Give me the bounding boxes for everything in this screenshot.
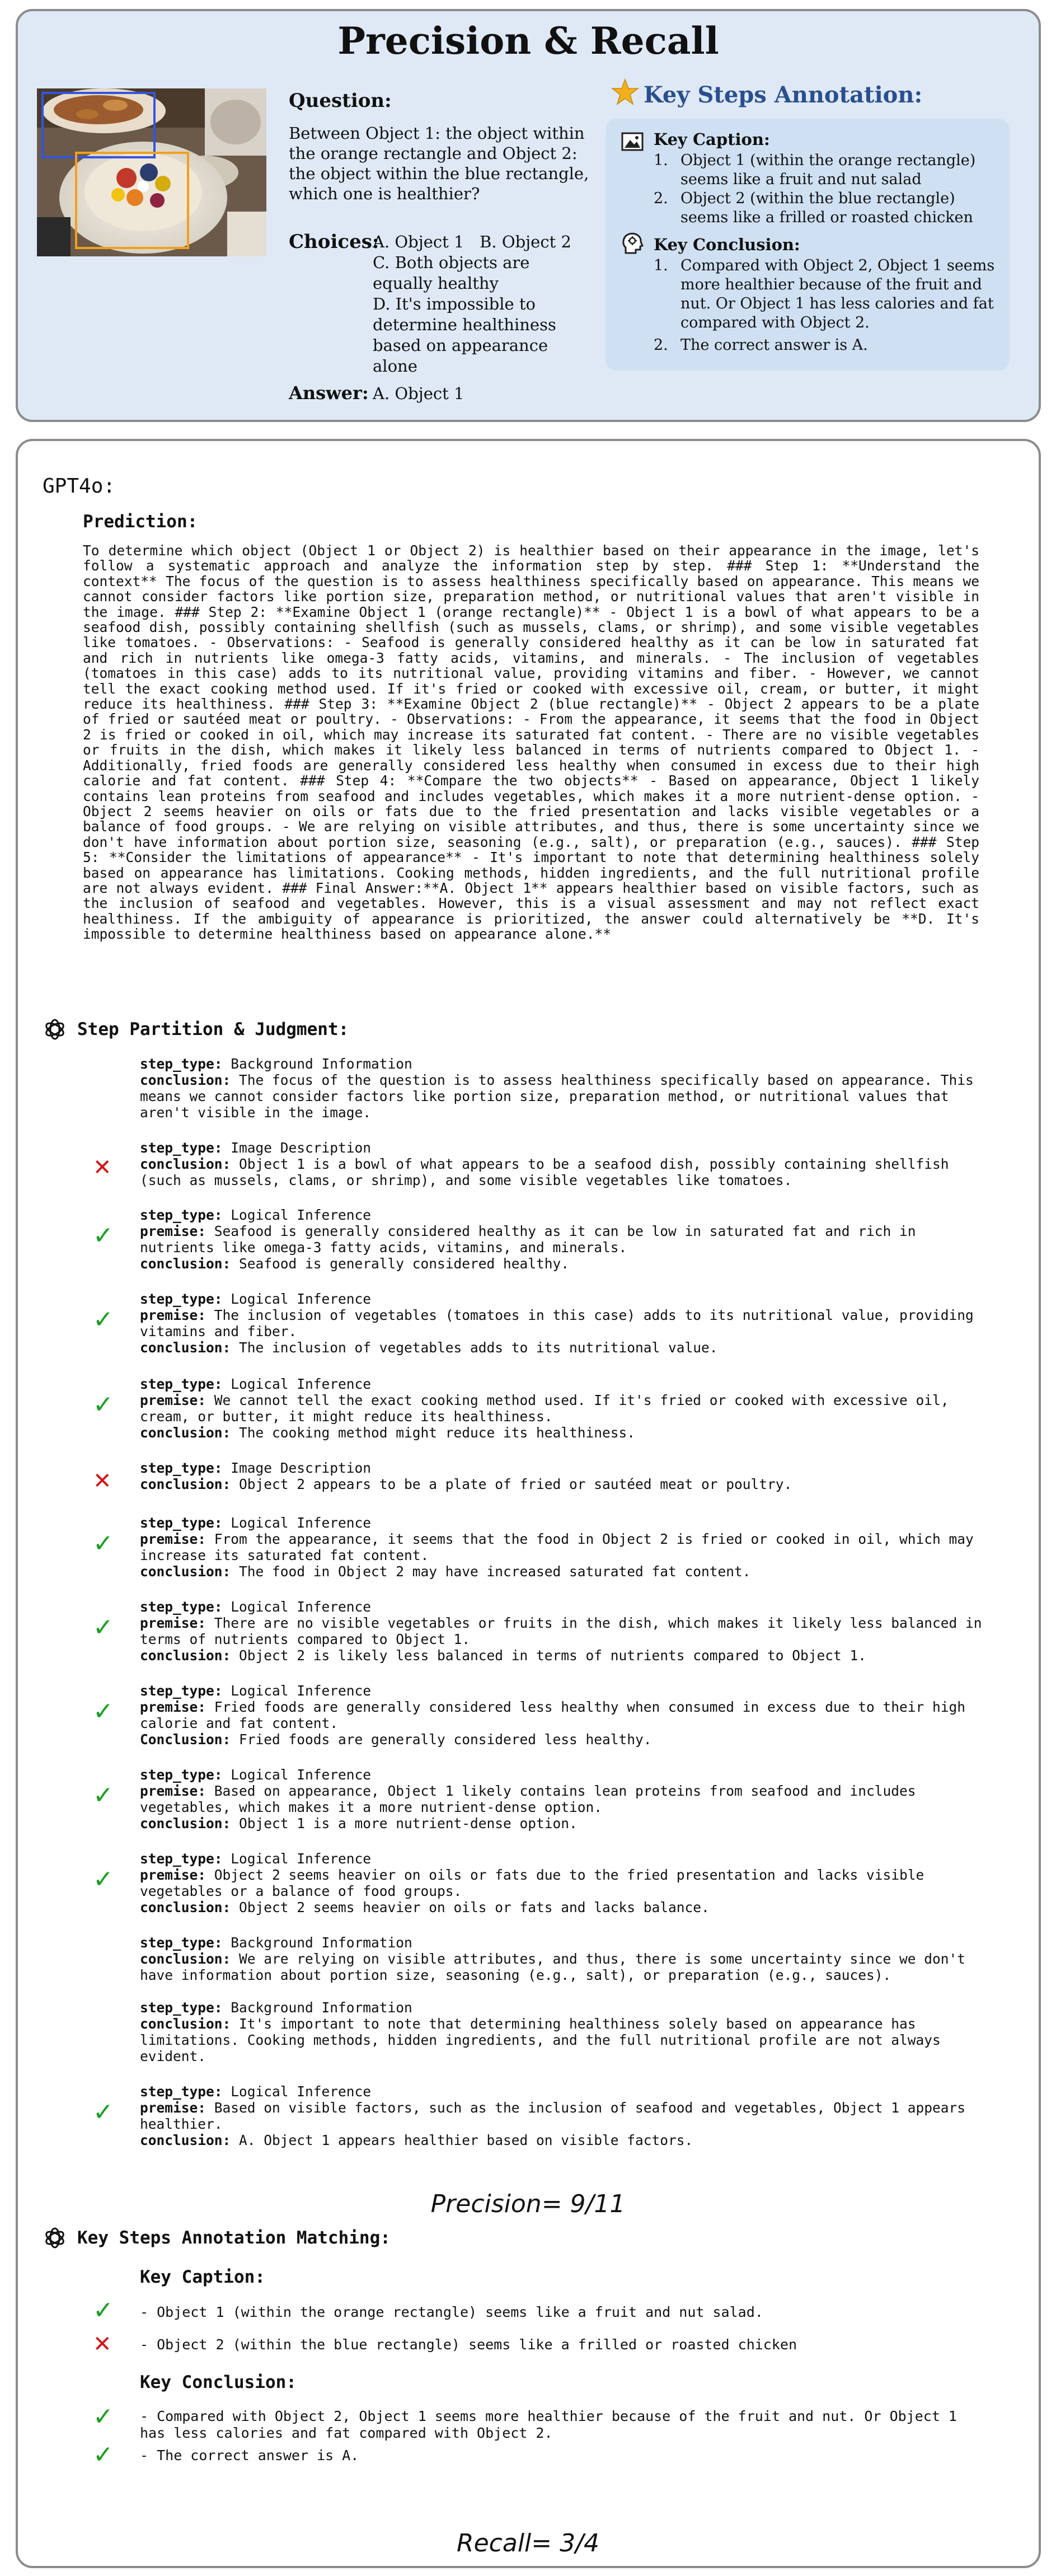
choice-c: C. Both objects are equally healthy (373, 253, 530, 293)
step-premise-value: The inclusion of vegetables (tomatoes in this case) adds to its nutritional value, providing vitamins and fiber. (140, 1307, 974, 1339)
step-item (140, 1683, 991, 1748)
matching-heading (43, 2226, 391, 2250)
step-premise (140, 1699, 991, 1731)
step-type-key: step_type: (140, 1056, 223, 1072)
step-premise-value: There are no visible vegetables or fruits in the dish, which makes it likely less balanced in terms of nutrients compared to Object 1. (140, 1615, 982, 1647)
answer-text: A. Object 1 (373, 384, 464, 403)
step-conclusion-value: Object 2 seems heavier on oils or fats and lacks balance. (239, 1899, 710, 1915)
step-type (140, 1140, 991, 1156)
annotation-title: Key Steps Annotation: (644, 82, 923, 108)
matching-conclusion-item: - The correct answer is A. (140, 2447, 359, 2463)
image-icon (621, 132, 644, 153)
step-conclusion-key: conclusion: (140, 2132, 231, 2148)
step-conclusion-key: conclusion: (140, 2016, 231, 2032)
step-type (140, 1207, 991, 1223)
step-type-key: step_type: (140, 1599, 223, 1615)
step-type-value: Image Description (231, 1140, 372, 1156)
choice-ab: A. Object 1 B. Object 2 (373, 232, 571, 251)
step-type-value: Logical Inference (231, 1376, 372, 1392)
step-conclusion (140, 2132, 991, 2148)
step-conclusion (140, 1731, 991, 1748)
step-conclusion (140, 1156, 991, 1188)
check-icon: ✓ (93, 1697, 114, 1726)
step-conclusion (140, 2016, 991, 2064)
check-icon: ✓ (93, 2402, 114, 2431)
step-conclusion-key: conclusion: (140, 1951, 231, 1967)
cross-icon: ✕ (93, 1155, 112, 1181)
step-type-key: step_type: (140, 1291, 223, 1307)
recall-score: Recall= 3/4 (457, 2529, 599, 2558)
choices-list (373, 232, 585, 377)
step-type-value: Image Description (231, 1460, 372, 1476)
step-conclusion (140, 1072, 991, 1121)
step-premise-key: premise: (140, 1307, 206, 1323)
answer-label: Answer: (289, 382, 369, 404)
step-premise (140, 1783, 991, 1815)
check-icon: ✓ (93, 1305, 114, 1334)
list-item: 2. The correct answer is A. (654, 336, 868, 354)
step-premise (140, 1531, 991, 1563)
check-icon: ✓ (93, 1865, 114, 1894)
step-conclusion-value: Object 1 is a bowl of what appears to be a seafood dish, possibly containing shellfish (such as mussels, clams, or shrimp), and some visible vegetables like tomatoes. (140, 1156, 949, 1188)
step-conclusion (140, 1256, 991, 1272)
step-conclusion-value: Object 1 is a more nutrient-dense option. (239, 1815, 578, 1832)
openai-logo-icon (43, 1017, 67, 1042)
matching-caption-item: - Object 2 (within the blue rectangle) seems like a frilled or roasted chicken (140, 2336, 797, 2353)
step-type (140, 2083, 991, 2100)
matching-title: Key Steps Annotation Matching: (77, 2228, 391, 2248)
step-conclusion (140, 1815, 991, 1832)
step-type-value: Logical Inference (231, 1599, 372, 1615)
step-type-value: Logical Inference (231, 1207, 372, 1223)
key-caption-list (654, 151, 995, 227)
step-conclusion-key: conclusion: (140, 1815, 231, 1832)
step-conclusion (140, 1563, 991, 1580)
head-thinking-icon (620, 231, 645, 257)
list-item: 1. Object 1 (within the orange rectangle) seems like a fruit and nut salad (654, 152, 976, 188)
step-conclusion (140, 1951, 991, 1983)
step-premise-value: Object 2 seems heavier on oils or fats due to the fried presentation and lacks visible vegetables or a balance of food groups. (140, 1867, 924, 1899)
step-type (140, 1851, 991, 1867)
list-item: 2. Object 2 (within the blue rectangle) seems like a frilled or roasted chicken (654, 190, 973, 226)
step-item (140, 1999, 991, 2064)
question-label: Question: (289, 90, 392, 112)
step-premise-key: premise: (140, 1531, 206, 1547)
step-conclusion-value: The food in Object 2 may have increased saturated fat content. (239, 1563, 751, 1580)
key-caption-label: Key Caption: (654, 130, 770, 149)
page-title: Precision & Recall (337, 19, 719, 63)
step-conclusion-key: conclusion: (140, 1899, 231, 1915)
matching-caption-label: Key Caption: (140, 2267, 265, 2287)
cross-icon: ✕ (93, 2331, 112, 2357)
step-type (140, 1460, 991, 1476)
step-type-value: Background Information (231, 1999, 412, 2016)
step-premise-value: We cannot tell the exact cooking method used. If it's fried or cooked with excessive oil, cream, or butter, it might reduce its healthiness. (140, 1392, 949, 1425)
step-item (140, 1140, 991, 1188)
check-icon: ✓ (93, 1390, 114, 1419)
star-icon (611, 78, 639, 109)
step-premise-value: From the appearance, it seems that the food in Object 2 is fried or cooked in oil, which may increase its saturated fat content. (140, 1531, 974, 1563)
food-photo (37, 88, 266, 256)
step-type-key: step_type: (140, 1207, 223, 1223)
check-icon: ✓ (93, 1613, 114, 1642)
step-premise-value: Based on visible factors, such as the inclusion of seafood and vegetables, Object 1 appears healthier. (140, 2100, 966, 2132)
step-premise-key: premise: (140, 1615, 206, 1631)
step-conclusion-value: The focus of the question is to assess healthiness specifically based on appearance. This means we cannot consider factors like portion size, preparation method, or nutritional values that aren't visible in the image. (140, 1072, 974, 1121)
matching-caption-item: - Object 1 (within the orange rectangle) seems like a fruit and nut salad. (140, 2304, 763, 2320)
choices-label: Choices: (289, 231, 379, 253)
step-type (140, 1767, 991, 1783)
step-type-key: step_type: (140, 1140, 223, 1156)
step-conclusion-value: It's important to note that determining healthiness solely based on appearance has limitations. Cooking methods, hidden ingredients, and the full nutritional profile are not always evident. (140, 2016, 941, 2064)
step-item (140, 1767, 991, 1832)
step-conclusion-key: conclusion: (140, 1256, 231, 1272)
step-premise-key: premise: (140, 1223, 206, 1239)
step-conclusion-value: The inclusion of vegetables adds to its nutritional value. (239, 1339, 718, 1356)
step-type-key: step_type: (140, 1851, 223, 1867)
step-type (140, 1599, 991, 1615)
step-type-value: Logical Inference (231, 1851, 372, 1867)
step-premise (140, 1392, 991, 1425)
step-conclusion-key: conclusion: (140, 1425, 231, 1441)
step-item (140, 1515, 991, 1580)
step-conclusion-value: Object 2 is likely less balanced in terms of nutrients compared to Object 1. (239, 1647, 867, 1664)
step-conclusion (140, 1339, 991, 1356)
step-conclusion-key: conclusion: (140, 1563, 231, 1580)
step-premise-key: premise: (140, 1783, 206, 1799)
step-premise (140, 1867, 991, 1899)
openai-logo-icon (43, 2226, 67, 2250)
step-premise (140, 2100, 991, 2132)
step-conclusion-key: conclusion: (140, 1647, 231, 1664)
step-item (140, 1935, 991, 1983)
step-premise (140, 1615, 991, 1647)
step-type-key: step_type: (140, 1767, 223, 1783)
step-item (140, 1599, 991, 1664)
check-icon: ✓ (93, 1221, 114, 1250)
step-partition-title: Step Partition & Judgment: (77, 1019, 349, 1039)
prediction-label: Prediction: (83, 512, 198, 532)
step-conclusion-value: We are relying on visible attributes, and thus, there is some uncertainty since we don't have information about portion size, seasoning (e.g., salt), or preparation (e.g., sauces). (140, 1951, 966, 1983)
step-item (140, 2083, 991, 2148)
step-type-value: Logical Inference (231, 1767, 372, 1783)
step-type-key: step_type: (140, 1376, 223, 1392)
cross-icon: ✕ (93, 1468, 112, 1494)
step-premise-key: premise: (140, 2100, 206, 2116)
check-icon: ✓ (93, 1781, 114, 1810)
step-type-value: Background Information (231, 1935, 412, 1951)
step-conclusion (140, 1425, 991, 1441)
step-premise-value: Based on appearance, Object 1 likely contains lean proteins from seafood and includes vegetables, which makes it a more nutrient-dense option. (140, 1783, 916, 1815)
step-conclusion-value: Seafood is generally considered healthy. (239, 1256, 570, 1272)
step-item (140, 1207, 991, 1272)
step-type (140, 1515, 991, 1531)
step-item (140, 1460, 991, 1492)
step-type (140, 1683, 991, 1699)
step-type-value: Logical Inference (231, 2083, 372, 2100)
prediction-text: To determine which object (Object 1 or Object 2) is healthier based on their appearance in the image, let's follow a systematic approach and analyze the information step by step. ### Step 1: **Understand the context** The focus of the question is to assess healthiness specifically based on appearance. This means we cannot consider factors like portion size, preparation method, or nutritional values that aren't visible in the image. ### Step 2: **Examine Object 1 (orange rectangle)** - Object 1 is a bowl of what appears to be a seafood dish, possibly containing shellfish (such as mussels, clams, or shrimp), and some visible vegetables like tomatoes. - Observations: - Seafood is generally considered healthy as it can be low in saturated fat and rich in nutrients like omega-3 fatty acids, vitamins, and minerals. - The inclusion of vegetables (tomatoes in this case) adds to its nutritional value, providing vitamins and fiber. - However, we cannot tell the exact cooking method used. If it's fried or cooked with excessive oil, cream, or butter, it might reduce its healthiness. ### Step 3: **Examine Object 2 (blue rectangle)** - Object 2 appears to be a plate of fried or sautéed meat or poultry. - Observations: - From the appearance, it seems that the food in Object 2 is fried or cooked in oil, which may increase its saturated fat content. - There are no visible vegetables or fruits in the dish, which makes it likely less balanced in terms of nutrients compared to Object 1. - Additionally, fried foods are generally considered less healthy when consumed in excess due to their high calorie and fat content. ### Step 4: **Compare the two objects** - Based on appearance, Object 1 likely contains lean proteins from seafood and includes vegetables, which makes it a more nutrient-dense option. - Object 2 seems heavier on oils or fats due to the fried presentation and lacks visible vegetables or a balance of food groups. - We are relying on visible attributes, and thus, there is some uncertainty since we don't have information about portion size, seasoning (e.g., salt), or preparation (e.g., sauces). ### Step 5: **Consider the limitations of appearance** - It's important to note that determining healthiness solely based on appearance has limitations. Cooking methods, hidden ingredients, and the full nutritional profile are not always evident. ### Final Answer:**A. Object 1** appears healthier based on visible factors, such as the inclusion of seafood and vegetables. However, this is a visual assessment and may not reflect exact healthiness. If the ambiguity of appearance is prioritized, the answer could alternatively be **D. It's impossible to determine healthiness based on appearance alone.** (83, 542, 979, 943)
matching-conclusion-item: - Compared with Object 2, Object 1 seems more healthier because of the fruit and nut. Or Object 1 has less calories and fat compared with Object 2. (140, 2408, 957, 2441)
step-partition-heading (43, 1017, 349, 1042)
step-conclusion-key: conclusion: (140, 1156, 231, 1172)
check-icon: ✓ (93, 2441, 114, 2469)
key-conclusion-label: Key Conclusion: (654, 235, 800, 254)
step-type-key: step_type: (140, 1683, 223, 1699)
check-icon: ✓ (93, 1529, 114, 1558)
step-item (140, 1056, 991, 1121)
step-conclusion-value: The cooking method might reduce its healthiness. (239, 1425, 636, 1441)
step-type-key: step_type: (140, 1999, 223, 2016)
step-conclusion (140, 1899, 991, 1915)
step-premise-key: premise: (140, 1867, 206, 1883)
step-premise (140, 1223, 991, 1256)
step-conclusion-value: Object 2 appears to be a plate of fried or sautéed meat or poultry. (239, 1476, 792, 1492)
step-premise-key: premise: (140, 1699, 206, 1715)
check-icon: ✓ (93, 2296, 114, 2325)
choice-d: D. It's impossible to determine healthiness based on appearance alone (373, 294, 556, 376)
step-type-key: step_type: (140, 1935, 223, 1951)
step-type-value: Logical Inference (231, 1291, 372, 1307)
key-conclusion-list (654, 256, 995, 355)
step-type (140, 1935, 991, 1951)
step-conclusion-value: A. Object 1 appears healthier based on visible factors. (239, 2132, 693, 2148)
matching-conclusion-label: Key Conclusion: (140, 2372, 297, 2392)
step-type-value: Background Information (231, 1056, 412, 1072)
step-type (140, 1999, 991, 2016)
step-item (140, 1851, 991, 1915)
step-item (140, 1291, 991, 1356)
step-premise-value: Seafood is generally considered healthy as it can be low in saturated fat and rich in nutrients like omega-3 fatty acids, vitamins, and minerals. (140, 1223, 916, 1256)
step-conclusion (140, 1647, 991, 1664)
precision-score: Precision= 9/11 (430, 2190, 626, 2218)
step-type-key: step_type: (140, 1460, 223, 1476)
step-premise-key: premise: (140, 1392, 206, 1408)
step-conclusion (140, 1476, 991, 1492)
step-premise-value: Fried foods are generally considered less healthy when consumed in excess due to their high calorie and fat content. (140, 1699, 966, 1731)
step-conclusion-key: conclusion: (140, 1072, 231, 1088)
step-type-value: Logical Inference (231, 1515, 372, 1531)
step-conclusion-key: Conclusion: (140, 1731, 231, 1748)
step-type-key: step_type: (140, 2083, 223, 2100)
step-item (140, 1376, 991, 1441)
model-name: GPT4o: (43, 475, 116, 498)
step-conclusion-key: conclusion: (140, 1339, 231, 1356)
step-type (140, 1056, 991, 1072)
step-conclusion-value: Fried foods are generally considered less healthy. (239, 1731, 652, 1748)
step-type (140, 1291, 991, 1307)
step-type (140, 1376, 991, 1392)
question-text: Between Object 1: the object within the orange rectangle and Object 2: the object within the blue rectangle, which one is healthier? (289, 124, 589, 203)
list-item: 1. Compared with Object 2, Object 1 seems more healthier because of the fruit and nut. Or Object 1 has less calories and fat compared with Object 2. (654, 257, 995, 331)
step-conclusion-key: conclusion: (140, 1476, 231, 1492)
step-type-key: step_type: (140, 1515, 223, 1531)
step-premise (140, 1307, 991, 1339)
step-type-value: Logical Inference (231, 1683, 372, 1699)
check-icon: ✓ (93, 2098, 114, 2127)
